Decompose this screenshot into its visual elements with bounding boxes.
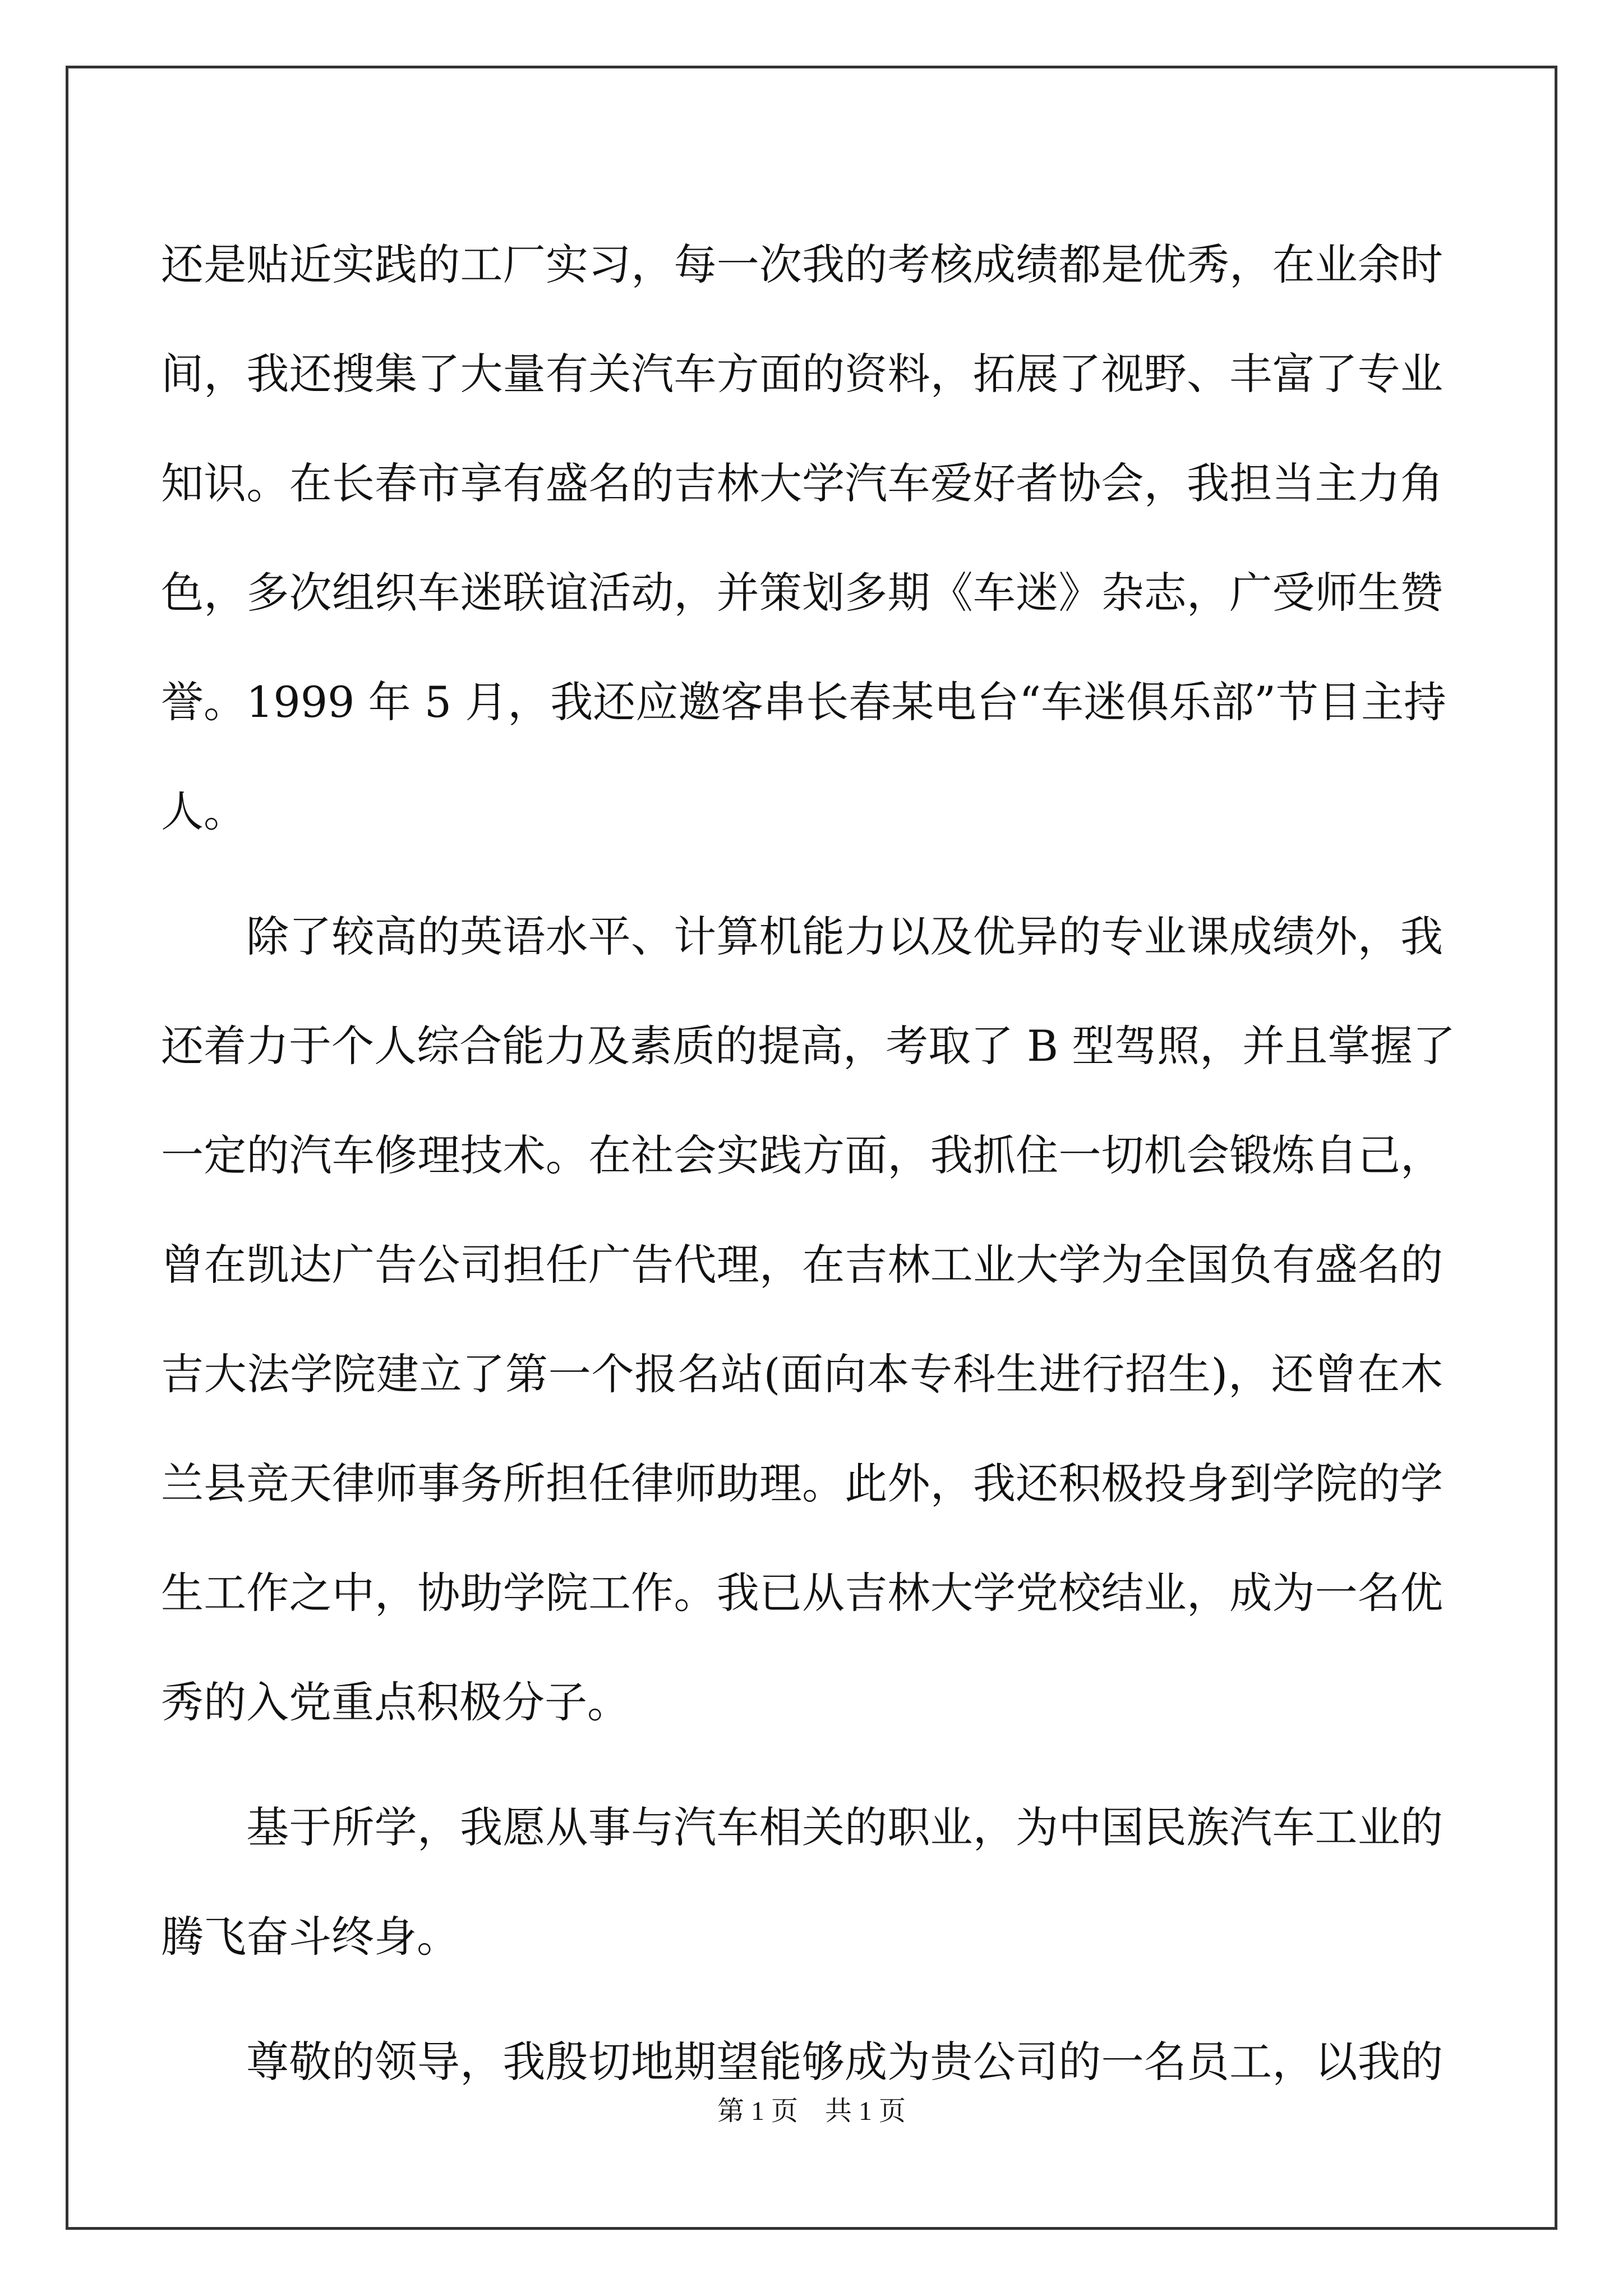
text-line: 色，多次组织车迷联谊活动，并策划多期《车迷》杂志，广受师生赞 bbox=[161, 568, 1443, 618]
text-line: 秀的入党重点积极分子。 bbox=[161, 1677, 630, 1727]
text-line: 腾飞奋斗终身。 bbox=[161, 1912, 459, 1962]
paragraph-1 bbox=[161, 210, 1446, 866]
text-line: 曾在凯达广告公司担任广告代理，在吉林工业大学为全国负有盛名的 bbox=[161, 1240, 1443, 1290]
text-line: 兰县竞天律师事务所担任律师助理。此外，我还积极投身到学院的学 bbox=[161, 1458, 1443, 1508]
text-line: 生工作之中，协助学院工作。我已从吉林大学党校结业，成为一名优 bbox=[161, 1568, 1443, 1618]
text-line: 还是贴近实践的工厂实习，每一次我的考核成绩都是优秀，在业余时 bbox=[161, 240, 1443, 289]
text-line: 一定的汽车修理技术。在社会实践方面，我抓住一切机会锻炼自己， bbox=[161, 1130, 1443, 1180]
text-line: 基于所学，我愿从事与汽车相关的职业，为中国民族汽车工业的 bbox=[246, 1802, 1443, 1852]
document-body bbox=[161, 210, 1456, 2116]
text-line: 誉。1999 年 5 月，我还应邀客串长春某电台“车迷俱乐部”节目主持 bbox=[161, 677, 1446, 727]
text-line: 尊敬的领导，我殷切地期望能够成为贵公司的一名员工，以我的 bbox=[246, 2037, 1443, 2087]
paragraph-3 bbox=[161, 1773, 1443, 1991]
text-line: 知识。在长春市享有盛名的吉林大学汽车爱好者协会，我担当主力角 bbox=[161, 458, 1443, 508]
text-line: 人。 bbox=[161, 786, 246, 836]
text-line: 吉大法学院建立了第一个报名站(面向本专科生进行招生)，还曾在木 bbox=[161, 1349, 1443, 1399]
page-number-footer: 第 1 页 共 1 页 bbox=[717, 2096, 906, 2126]
text-line: 除了较高的英语水平、计算机能力以及优异的专业课成绩外，我 bbox=[246, 912, 1443, 961]
text-line: 间，我还搜集了大量有关汽车方面的资料，拓展了视野、丰富了专业 bbox=[161, 349, 1443, 399]
paragraph-2 bbox=[161, 882, 1456, 1757]
text-line: 还着力于个人综合能力及素质的提高，考取了 B 型驾照，并且掌握了 bbox=[161, 1021, 1456, 1071]
